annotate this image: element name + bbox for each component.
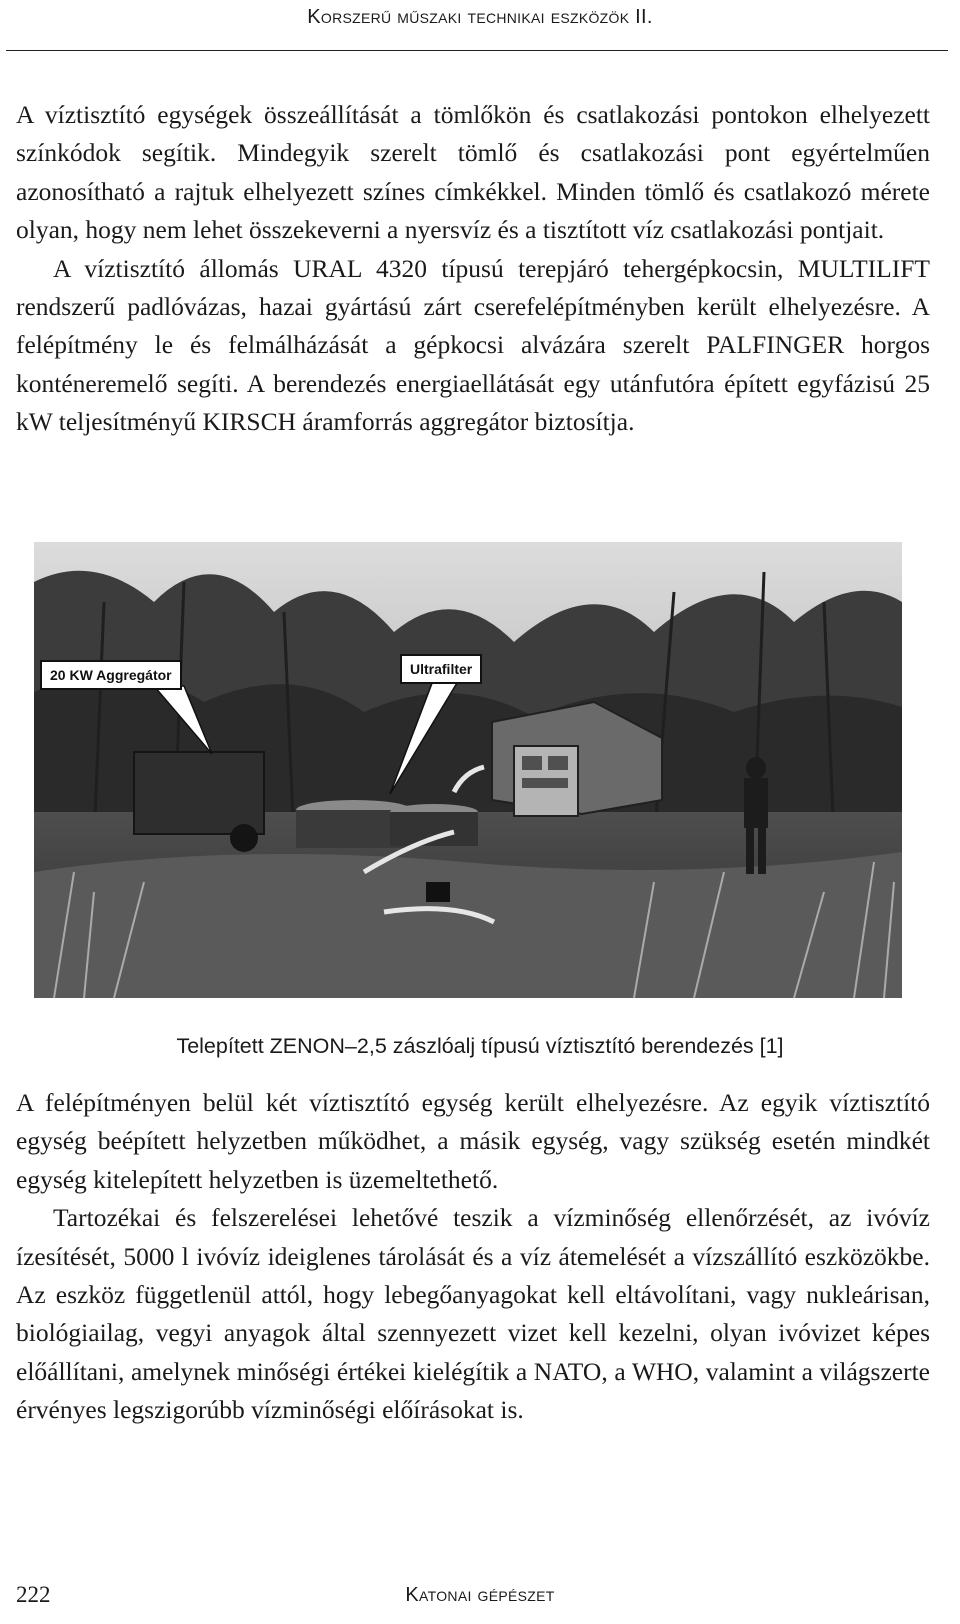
bottom-text-block (16, 1084, 930, 1430)
paragraph: A felépítményen belül két víztisztító egység került elhelyezésre. Az egyik víztisztító egység beépített helyzetben működhet, a másik egység, vagy szükség esetén mindkét egység kitelepített helyzetben is üzemeltethető. (16, 1088, 930, 1194)
running-title: Korszerű műszaki technikai eszközök II. (307, 6, 653, 28)
paragraph: Tartozékai és felszerelései lehetővé teszik a vízminőség ellenőrzését, az ivóvíz ízesítését, 5000 l ivóvíz ideiglenes tárolását és a víz átemelését a vízszállító eszközökbe. Az eszköz függetlenül attól, hogy lebegőanyagokat kell eltávolítani, vagy nukleárisan, biológiailag, vegyi anyagok által szennyezett vizet kell kezelni, olyan ivóvizet képes előállítani, amelynek minőségi értékei kielégítik a NATO, a WHO, valamint a világszerte érvényes legszigorúbb vízminőségi előírásokat is. (16, 1203, 930, 1425)
header-divider (6, 50, 948, 51)
page-footer (0, 1582, 960, 1618)
top-text-block (16, 96, 930, 442)
page-number: 222 (16, 1582, 51, 1607)
paragraph: A víztisztító egységek összeállítását a tömlőkön és csatlakozási pontokon elhelyezett színkódok segítik. Mindegyik szerelt tömlő és csatlakozási pont egyértelműen azonosítható a rajtuk elhelyezett színes címkékkel. Minden tömlő és csatlakozó mérete olyan, hogy nem lehet összekeverni a nyersvíz és a tisztított víz csatlakozási pontjait. (16, 100, 930, 245)
journal-title: Katonai gépészet (405, 1584, 555, 1606)
paragraph: A víztisztító állomás URAL 4320 típusú terepjáró tehergépkocsin, MULTILIFT rendszerű padlóvázas, hazai gyártású zárt cserefelépítményben került elhelyezésre. A felépítmény le és felmálházását a gépkocsi alvázára szerelt PALFINGER horgos konténeremelő segíti. A berendezés energiaellátását egy utánfutóra épített egyfázisú 25 kW teljesítményű KIRSCH áramforrás aggregátor biztosítja. (16, 253, 930, 437)
callout-aggregator-label: 20 KW Aggregátor (40, 660, 182, 690)
water-purifier-photo (34, 542, 902, 998)
field-scene-illustration (34, 542, 902, 998)
figure-caption: Telepített ZENON–2,5 zászlóalj típusú víztisztító berendezés [1] (176, 1034, 784, 1058)
running-header (0, 0, 960, 44)
callout-ultrafilter-label: Ultrafilter (400, 654, 482, 684)
